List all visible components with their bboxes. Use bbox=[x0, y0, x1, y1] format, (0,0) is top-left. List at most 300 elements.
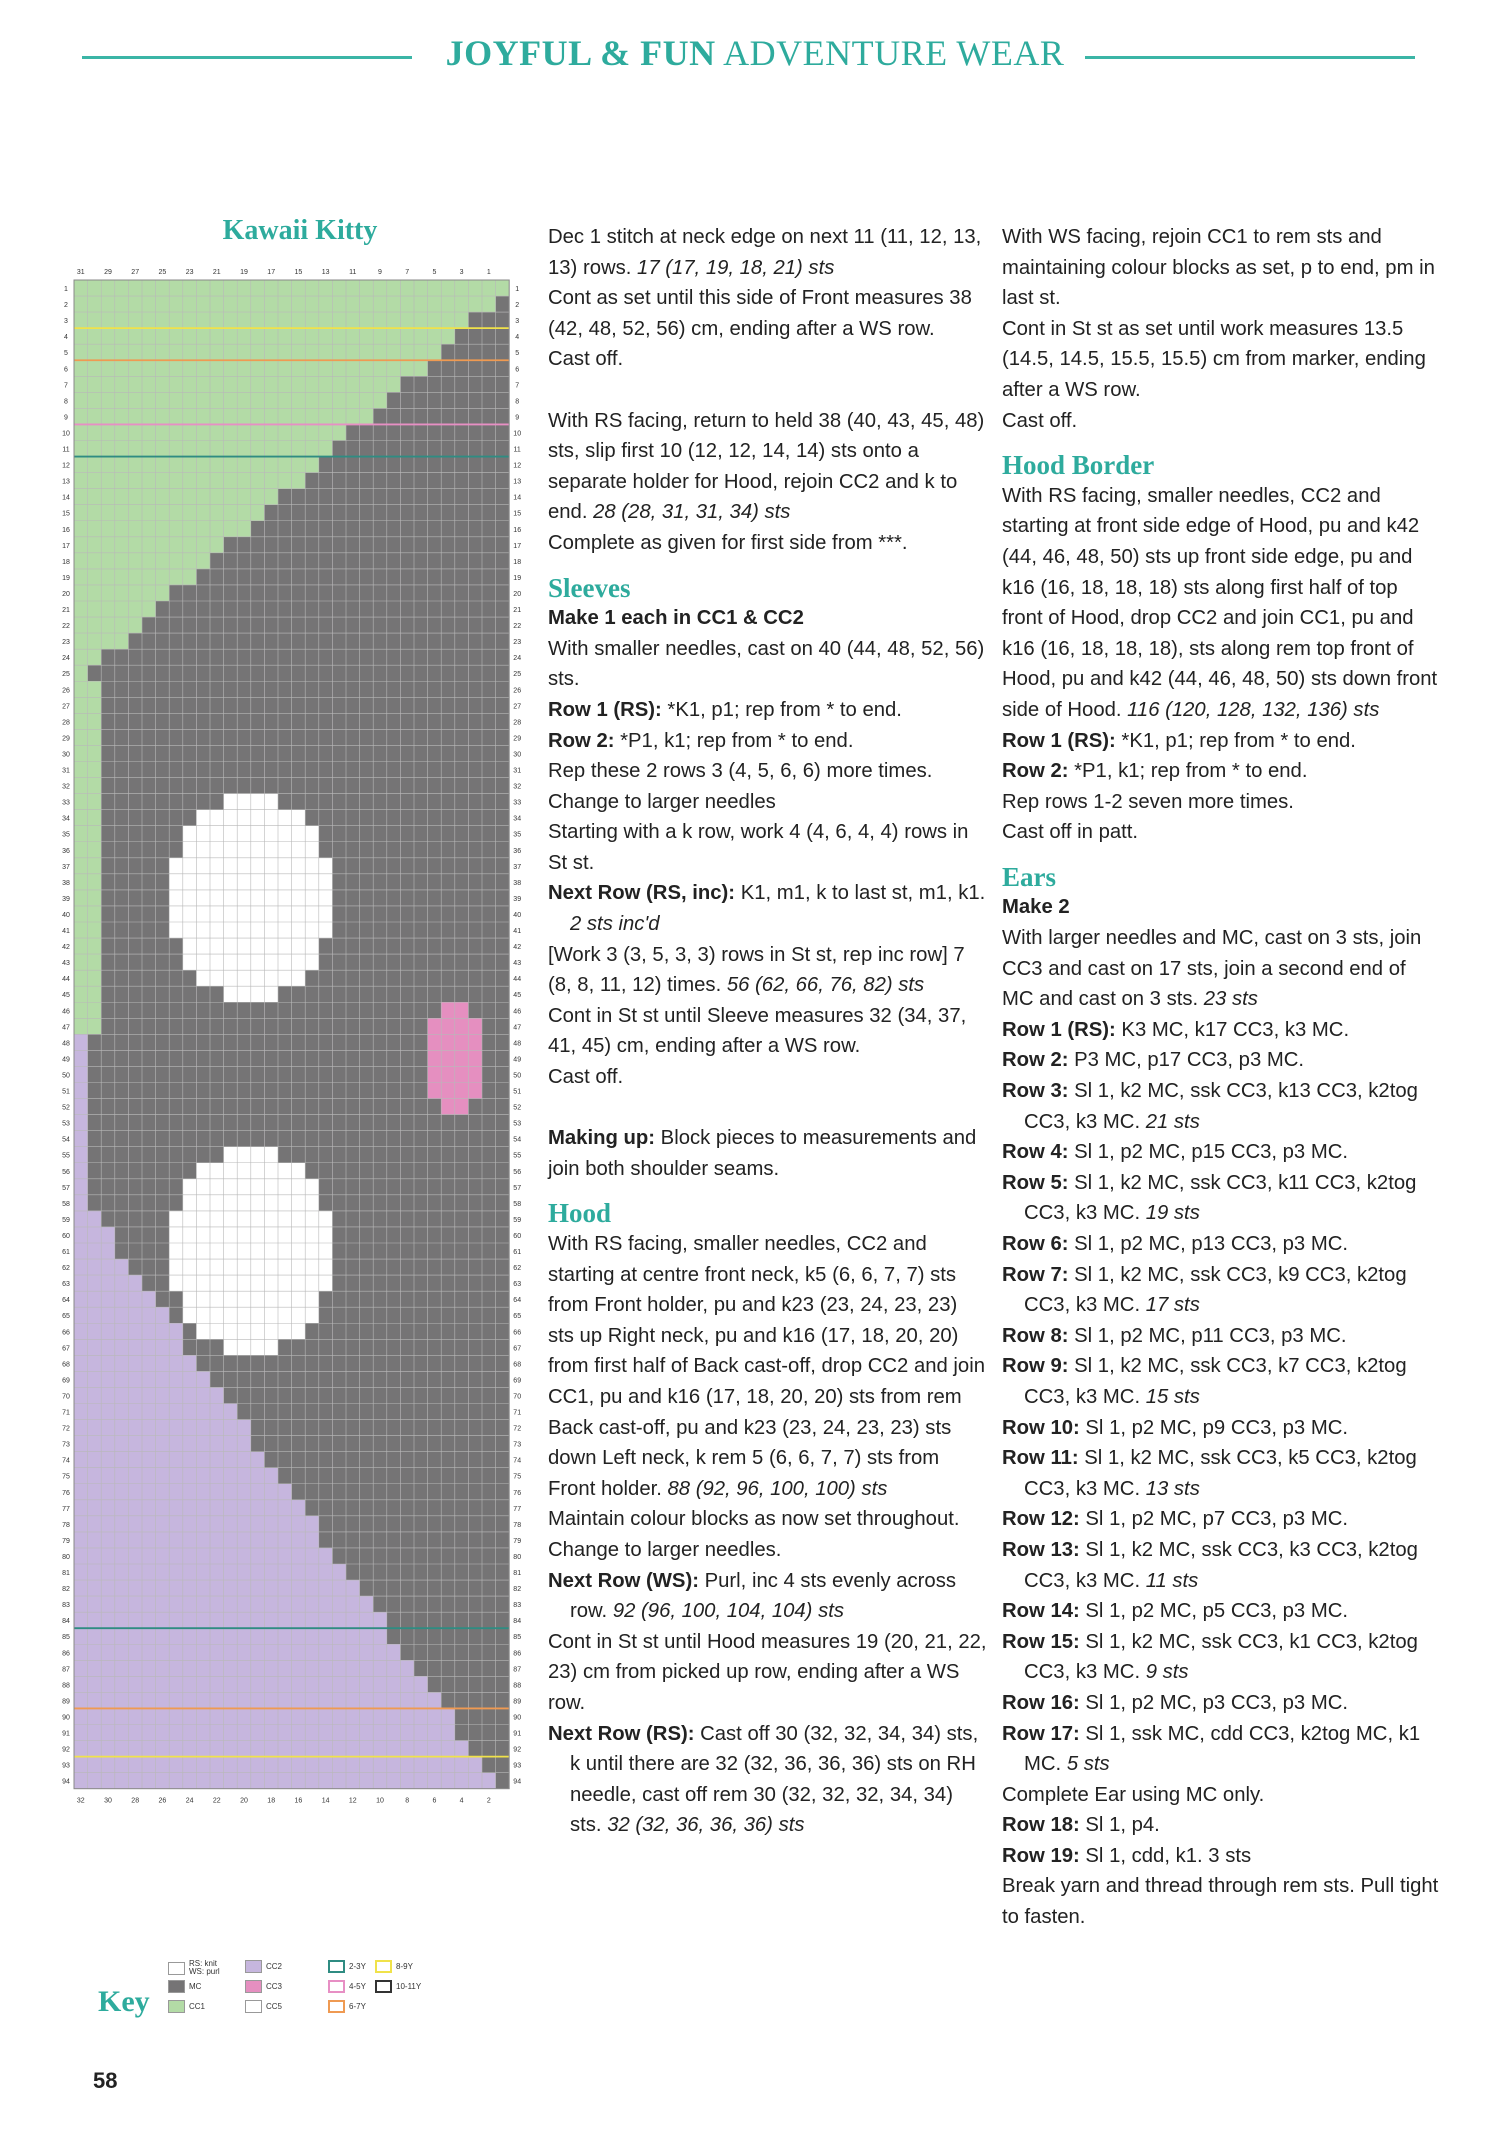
chart-cell bbox=[101, 521, 115, 537]
chart-cell bbox=[156, 1002, 170, 1018]
row-number-left: 48 bbox=[62, 1040, 70, 1048]
key-label: 2-3Y bbox=[349, 1961, 366, 1971]
chart-cell bbox=[210, 280, 224, 296]
chart-cell bbox=[346, 1066, 360, 1082]
chart-cell bbox=[496, 970, 510, 986]
chart-cell bbox=[196, 1387, 210, 1403]
chart-cell bbox=[292, 376, 306, 392]
chart-cell bbox=[278, 1628, 292, 1644]
chart-cell bbox=[387, 1741, 401, 1757]
chart-cell bbox=[482, 1420, 496, 1436]
chart-cell bbox=[251, 1612, 265, 1628]
chart-cell bbox=[455, 858, 469, 874]
chart-cell bbox=[373, 986, 387, 1002]
chart-cell bbox=[88, 312, 102, 328]
chart-cell bbox=[482, 408, 496, 424]
chart-cell bbox=[278, 842, 292, 858]
chart-cell bbox=[156, 1243, 170, 1259]
chart-cell bbox=[292, 296, 306, 312]
chart-cell bbox=[196, 360, 210, 376]
chart-cell bbox=[169, 1436, 183, 1452]
chart-cell bbox=[156, 858, 170, 874]
chart-cell bbox=[88, 408, 102, 424]
chart-cell bbox=[264, 1548, 278, 1564]
chart-cell bbox=[264, 1131, 278, 1147]
chart-cell bbox=[251, 1018, 265, 1034]
row-number-right: 26 bbox=[513, 687, 522, 695]
chart-cell bbox=[482, 392, 496, 408]
chart-cell bbox=[88, 1066, 102, 1082]
chart-cell bbox=[428, 1660, 442, 1676]
chart-cell bbox=[142, 681, 156, 697]
chart-cell bbox=[74, 1580, 88, 1596]
chart-cell bbox=[210, 1259, 224, 1275]
chart-cell bbox=[455, 424, 469, 440]
chart-cell bbox=[455, 457, 469, 473]
chart-cell bbox=[224, 1066, 238, 1082]
chart-cell bbox=[88, 810, 102, 826]
chart-cell bbox=[305, 537, 319, 553]
col-number-bottom: 14 bbox=[321, 1797, 330, 1805]
chart-cell bbox=[264, 1018, 278, 1034]
chart-cell bbox=[237, 922, 251, 938]
chart-cell bbox=[278, 1676, 292, 1692]
row-number-left: 32 bbox=[62, 783, 70, 791]
chart-cell bbox=[237, 906, 251, 922]
chart-cell bbox=[88, 489, 102, 505]
chart-cell bbox=[251, 376, 265, 392]
chart-cell bbox=[468, 649, 482, 665]
chart-cell bbox=[496, 1339, 510, 1355]
ear-row-instruction bbox=[1002, 1137, 1442, 1168]
chart-cell bbox=[332, 1099, 346, 1115]
chart-cell bbox=[428, 810, 442, 826]
chart-cell bbox=[278, 344, 292, 360]
chart-cell bbox=[373, 1291, 387, 1307]
chart-cell bbox=[468, 762, 482, 778]
stitch-count: 19 sts bbox=[1145, 1202, 1200, 1225]
chart-cell bbox=[196, 890, 210, 906]
chart-cell bbox=[305, 713, 319, 729]
chart-cell bbox=[169, 376, 183, 392]
chart-cell bbox=[74, 681, 88, 697]
chart-cell bbox=[278, 553, 292, 569]
chart-cell bbox=[332, 569, 346, 585]
chart-cell bbox=[305, 1259, 319, 1275]
chart-cell bbox=[128, 633, 142, 649]
key-item bbox=[328, 1960, 366, 1973]
ear-row-instruction bbox=[1002, 1229, 1442, 1260]
chart-cell bbox=[482, 489, 496, 505]
chart-cell bbox=[142, 778, 156, 794]
chart-cell bbox=[169, 1291, 183, 1307]
chart-cell bbox=[332, 906, 346, 922]
chart-cell bbox=[455, 1355, 469, 1371]
chart-cell bbox=[400, 537, 414, 553]
chart-cell bbox=[196, 1468, 210, 1484]
chart-cell bbox=[196, 1676, 210, 1692]
chart-cell bbox=[360, 697, 374, 713]
chart-cell bbox=[210, 1564, 224, 1580]
chart-cell bbox=[101, 344, 115, 360]
chart-cell bbox=[101, 778, 115, 794]
chart-cell bbox=[305, 585, 319, 601]
chart-cell bbox=[319, 1773, 333, 1789]
chart-cell bbox=[224, 665, 238, 681]
chart-cell bbox=[278, 1050, 292, 1066]
chart-cell bbox=[332, 1195, 346, 1211]
key-swatch bbox=[328, 2000, 345, 2013]
chart-cell bbox=[346, 970, 360, 986]
chart-cell bbox=[305, 1404, 319, 1420]
row-number-right: 82 bbox=[513, 1586, 522, 1594]
row-number-left: 4 bbox=[64, 334, 68, 342]
chart-cell bbox=[88, 1612, 102, 1628]
chart-cell bbox=[74, 1452, 88, 1468]
chart-cell bbox=[332, 1436, 346, 1452]
chart-cell bbox=[346, 1387, 360, 1403]
stitch-count: 15 sts bbox=[1145, 1385, 1200, 1408]
chart-cell bbox=[332, 360, 346, 376]
chart-cell bbox=[142, 312, 156, 328]
chart-cell bbox=[428, 826, 442, 842]
row-number-right: 54 bbox=[513, 1136, 522, 1144]
chart-cell bbox=[482, 1628, 496, 1644]
chart-cell bbox=[142, 1275, 156, 1291]
chart-cell bbox=[305, 745, 319, 761]
chart-cell bbox=[169, 553, 183, 569]
col-number-top: 11 bbox=[349, 269, 357, 276]
chart-cell bbox=[88, 1275, 102, 1291]
chart-cell bbox=[482, 938, 496, 954]
chart-cell bbox=[428, 938, 442, 954]
chart-cell bbox=[196, 392, 210, 408]
chart-cell bbox=[373, 296, 387, 312]
ear-row-instruction bbox=[1002, 1719, 1442, 1780]
chart-cell bbox=[142, 521, 156, 537]
row-number-left: 41 bbox=[62, 928, 70, 936]
chart-cell bbox=[360, 1628, 374, 1644]
chart-cell bbox=[428, 633, 442, 649]
chart-cell bbox=[414, 344, 428, 360]
chart-cell bbox=[278, 1692, 292, 1708]
chart-cell bbox=[414, 601, 428, 617]
chart-cell bbox=[278, 1452, 292, 1468]
chart-cell bbox=[468, 441, 482, 457]
chart-cell bbox=[74, 1034, 88, 1050]
chart-cell bbox=[210, 376, 224, 392]
chart-cell bbox=[169, 1741, 183, 1757]
chart-cell bbox=[142, 1660, 156, 1676]
chart-cell bbox=[360, 1660, 374, 1676]
chart-cell bbox=[319, 1708, 333, 1724]
chart-cell bbox=[360, 713, 374, 729]
chart-cell bbox=[346, 649, 360, 665]
chart-cell bbox=[74, 842, 88, 858]
chart-cell bbox=[400, 681, 414, 697]
chart-cell bbox=[74, 729, 88, 745]
chart-cell bbox=[360, 1387, 374, 1403]
chart-cell bbox=[346, 521, 360, 537]
chart-cell bbox=[346, 906, 360, 922]
chart-cell bbox=[101, 954, 115, 970]
chart-cell bbox=[142, 874, 156, 890]
chart-cell bbox=[482, 521, 496, 537]
chart-cell bbox=[278, 858, 292, 874]
chart-cell bbox=[251, 665, 265, 681]
chart-cell bbox=[224, 569, 238, 585]
chart-cell bbox=[210, 1612, 224, 1628]
row-number-left: 6 bbox=[64, 366, 68, 374]
chart-cell bbox=[237, 681, 251, 697]
chart-cell bbox=[360, 906, 374, 922]
chart-cell bbox=[142, 1692, 156, 1708]
chart-cell bbox=[169, 1532, 183, 1548]
chart-cell bbox=[169, 1628, 183, 1644]
chart-cell bbox=[251, 970, 265, 986]
chart-cell bbox=[400, 1387, 414, 1403]
chart-cell bbox=[251, 1083, 265, 1099]
chart-cell bbox=[332, 1227, 346, 1243]
chart-cell bbox=[468, 1500, 482, 1516]
chart-cell bbox=[88, 553, 102, 569]
chart-cell bbox=[196, 922, 210, 938]
chart-cell bbox=[373, 1066, 387, 1082]
text: Block pieces to measurements and join both shoulder seams. bbox=[548, 1127, 977, 1180]
chart-cell bbox=[400, 986, 414, 1002]
chart-cell bbox=[278, 1195, 292, 1211]
chart-cell bbox=[441, 954, 455, 970]
row-number-left: 73 bbox=[62, 1441, 70, 1449]
chart-cell bbox=[346, 890, 360, 906]
chart-cell bbox=[332, 970, 346, 986]
chart-cell bbox=[305, 1660, 319, 1676]
chart-cell bbox=[88, 681, 102, 697]
col-number-top: 3 bbox=[459, 269, 464, 276]
chart-cell bbox=[414, 1002, 428, 1018]
chart-cell bbox=[400, 1516, 414, 1532]
chart-cell bbox=[482, 1773, 496, 1789]
chart-cell bbox=[292, 922, 306, 938]
section-subtitle: Make 1 each in CC1 & CC2 bbox=[548, 607, 804, 630]
chart-cell bbox=[455, 328, 469, 344]
chart-cell bbox=[319, 1002, 333, 1018]
chart-cell bbox=[142, 1018, 156, 1034]
paragraph: Cont in St st until Hood measures 19 (20, 21, 22, 23) cm from picked up row, ending after a WS row. bbox=[548, 1630, 987, 1714]
chart-cell bbox=[115, 328, 129, 344]
chart-cell bbox=[292, 1452, 306, 1468]
row-number-right: 3 bbox=[515, 318, 520, 326]
chart-cell bbox=[156, 633, 170, 649]
key-item bbox=[375, 1960, 413, 1973]
chart-cell bbox=[278, 1387, 292, 1403]
chart-cell bbox=[156, 874, 170, 890]
chart-cell bbox=[400, 1741, 414, 1757]
chart-cell bbox=[74, 360, 88, 376]
chart-cell bbox=[319, 1500, 333, 1516]
chart-cell bbox=[224, 810, 238, 826]
chart-cell bbox=[387, 537, 401, 553]
chart-cell bbox=[224, 1612, 238, 1628]
chart-cell bbox=[196, 1323, 210, 1339]
row-number-right: 15 bbox=[513, 510, 522, 518]
chart-cell bbox=[237, 569, 251, 585]
chart-cell bbox=[387, 441, 401, 457]
chart-cell bbox=[496, 665, 510, 681]
chart-cell bbox=[237, 874, 251, 890]
chart-cell bbox=[428, 1387, 442, 1403]
instructions-column-3 bbox=[1002, 222, 1442, 1933]
chart-cell bbox=[360, 1034, 374, 1050]
row-number-left: 88 bbox=[62, 1682, 70, 1690]
chart-cell bbox=[332, 328, 346, 344]
chart-cell bbox=[169, 1596, 183, 1612]
chart-cell bbox=[373, 1628, 387, 1644]
col-number-top: 25 bbox=[158, 269, 167, 276]
chart-cell bbox=[387, 1580, 401, 1596]
chart-cell bbox=[468, 1307, 482, 1323]
chart-cell bbox=[210, 1131, 224, 1147]
chart-cell bbox=[441, 778, 455, 794]
chart-cell bbox=[468, 633, 482, 649]
chart-cell bbox=[128, 1371, 142, 1387]
chart-cell bbox=[128, 1708, 142, 1724]
chart-cell bbox=[387, 1773, 401, 1789]
chart-cell bbox=[74, 1436, 88, 1452]
chart-cell bbox=[428, 521, 442, 537]
chart-cell bbox=[346, 1131, 360, 1147]
chart-cell bbox=[441, 1725, 455, 1741]
chart-cell bbox=[455, 505, 469, 521]
chart-cell bbox=[88, 954, 102, 970]
row-label: Row 4: bbox=[1002, 1141, 1069, 1164]
chart-cell bbox=[441, 906, 455, 922]
chart-cell bbox=[441, 1163, 455, 1179]
chart-cell bbox=[400, 424, 414, 440]
chart-cell bbox=[414, 1066, 428, 1082]
key-swatch bbox=[375, 1960, 392, 1973]
chart-cell bbox=[360, 1227, 374, 1243]
chart-cell bbox=[414, 810, 428, 826]
chart-cell bbox=[468, 1773, 482, 1789]
chart-cell bbox=[428, 1066, 442, 1082]
col-number-top: 9 bbox=[378, 269, 382, 276]
chart-cell bbox=[305, 280, 319, 296]
chart-cell bbox=[414, 1034, 428, 1050]
row-label: Row 2: bbox=[548, 729, 615, 752]
chart-cell bbox=[101, 1580, 115, 1596]
key-label: 6-7Y bbox=[349, 2001, 366, 2011]
chart-cell bbox=[169, 778, 183, 794]
chart-cell bbox=[142, 1725, 156, 1741]
chart-cell bbox=[88, 1708, 102, 1724]
chart-cell bbox=[101, 665, 115, 681]
chart-cell bbox=[142, 489, 156, 505]
chart-cell bbox=[373, 1612, 387, 1628]
chart-cell bbox=[101, 1532, 115, 1548]
chart-cell bbox=[455, 938, 469, 954]
chart-cell bbox=[496, 1291, 510, 1307]
text: Purl, inc 4 sts evenly across row. bbox=[570, 1569, 956, 1623]
chart-cell bbox=[468, 424, 482, 440]
chart-cell bbox=[156, 778, 170, 794]
chart-cell bbox=[387, 457, 401, 473]
chart-cell bbox=[319, 312, 333, 328]
chart-cell bbox=[278, 1339, 292, 1355]
chart-cell bbox=[400, 1195, 414, 1211]
chart-cell bbox=[482, 1050, 496, 1066]
row-number-right: 73 bbox=[513, 1441, 522, 1449]
chart-cell bbox=[156, 1099, 170, 1115]
chart-cell bbox=[441, 1596, 455, 1612]
chart-cell bbox=[264, 633, 278, 649]
chart-cell bbox=[468, 360, 482, 376]
chart-cell bbox=[169, 1773, 183, 1789]
chart-cell bbox=[496, 842, 510, 858]
chart-cell bbox=[332, 1500, 346, 1516]
chart-cell bbox=[156, 1548, 170, 1564]
chart-cell bbox=[210, 1227, 224, 1243]
chart-cell bbox=[210, 1644, 224, 1660]
chart-cell bbox=[468, 376, 482, 392]
chart-cell bbox=[115, 1420, 129, 1436]
chart-cell bbox=[482, 1692, 496, 1708]
paragraph: Cast off. bbox=[1002, 409, 1078, 432]
chart-cell bbox=[278, 890, 292, 906]
chart-cell bbox=[142, 1436, 156, 1452]
chart-cell bbox=[196, 601, 210, 617]
chart-cell bbox=[101, 729, 115, 745]
chart-cell bbox=[387, 1500, 401, 1516]
chart-cell bbox=[496, 1436, 510, 1452]
chart-cell bbox=[156, 1307, 170, 1323]
chart-cell bbox=[156, 842, 170, 858]
chart-cell bbox=[210, 842, 224, 858]
chart-cell bbox=[414, 441, 428, 457]
chart-cell bbox=[468, 665, 482, 681]
chart-cell bbox=[496, 1452, 510, 1468]
chart-cell bbox=[332, 1404, 346, 1420]
chart-cell bbox=[156, 360, 170, 376]
chart-cell bbox=[169, 922, 183, 938]
chart-cell bbox=[88, 1147, 102, 1163]
chart-cell bbox=[360, 408, 374, 424]
chart-cell bbox=[455, 1532, 469, 1548]
chart-cell bbox=[88, 392, 102, 408]
chart-cell bbox=[387, 328, 401, 344]
chart-cell bbox=[264, 1050, 278, 1066]
chart-cell bbox=[400, 1773, 414, 1789]
chart-cell bbox=[74, 1179, 88, 1195]
chart-cell bbox=[196, 1227, 210, 1243]
chart-cell bbox=[332, 858, 346, 874]
chart-cell bbox=[156, 489, 170, 505]
chart-cell bbox=[101, 585, 115, 601]
chart-cell bbox=[305, 1147, 319, 1163]
chart-cell bbox=[428, 1548, 442, 1564]
chart-cell bbox=[360, 360, 374, 376]
chart-cell bbox=[373, 1131, 387, 1147]
row-label: Row 19: bbox=[1002, 1844, 1080, 1867]
stitch-count: 23 sts bbox=[1203, 988, 1258, 1011]
chart-cell bbox=[101, 392, 115, 408]
chart-cell bbox=[74, 826, 88, 842]
chart-cell bbox=[346, 986, 360, 1002]
chart-cell bbox=[115, 1628, 129, 1644]
chart-cell bbox=[251, 633, 265, 649]
chart-cell bbox=[373, 1564, 387, 1580]
chart-cell bbox=[482, 1644, 496, 1660]
